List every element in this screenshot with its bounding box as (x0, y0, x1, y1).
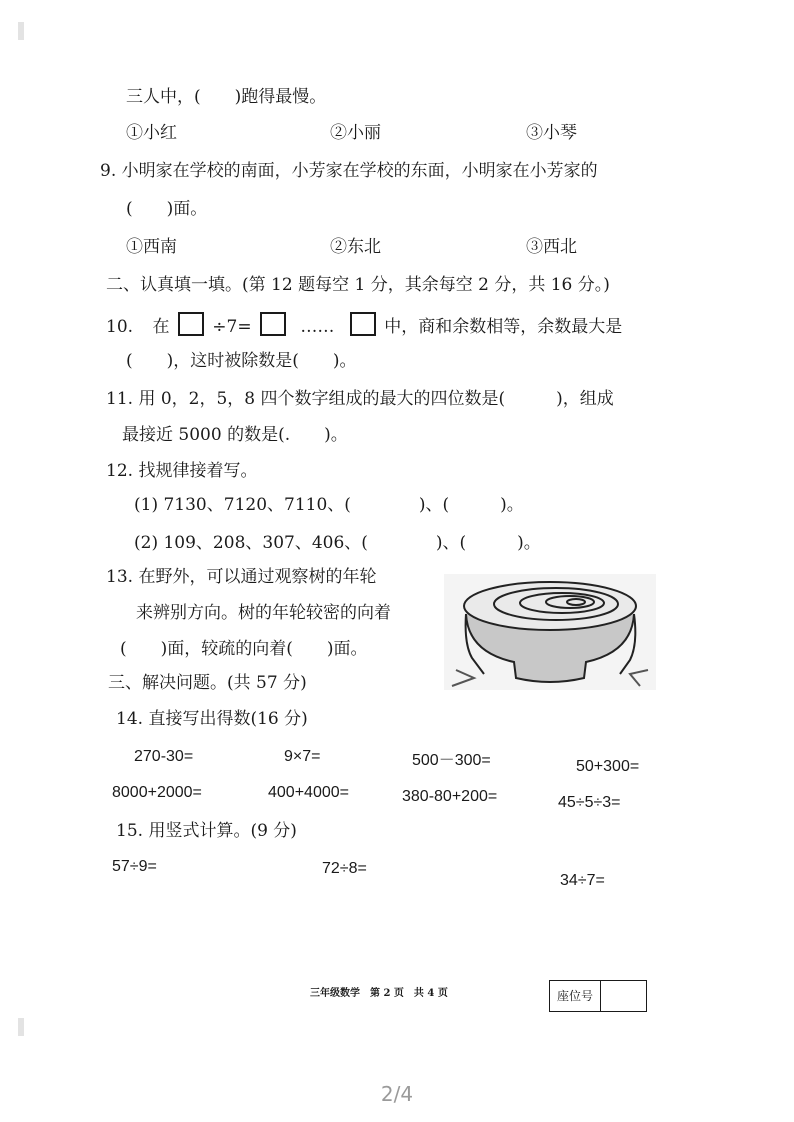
q12-title: 12. 找规律接着写。 (106, 461, 258, 481)
q9-option-2: ②东北 (330, 237, 381, 257)
q8-option-3: ③小琴 (526, 123, 577, 143)
q10-ellipsis: …… (300, 317, 335, 337)
q10-number: 10. (106, 317, 134, 337)
calc-item: 270-30= (134, 748, 194, 765)
q9-option-3: ③西北 (526, 237, 577, 257)
scan-mark-top (18, 22, 24, 40)
q9-option-1: ①西南 (126, 237, 177, 257)
q8-option-1: ①小红 (126, 123, 177, 143)
seat-number-label: 座位号 (550, 981, 601, 1011)
calc-item: 380-80+200= (402, 788, 498, 805)
quotient-box (260, 312, 286, 336)
q14-title: 14. 直接写出得数(16 分) (116, 709, 308, 729)
vertical-calc-item: 34÷7= (560, 872, 605, 889)
remainder-box (350, 312, 376, 336)
calc-item: 45÷5÷3= (558, 794, 621, 811)
section3-heading: 三、解决问题。(共 57 分) (108, 673, 307, 693)
calc-item: 50+300= (576, 758, 640, 775)
q10-line2: ( )，这时被除数是( )。 (126, 351, 357, 371)
calc-item: 400+4000= (268, 784, 349, 801)
section2-heading: 二、认真填一填。(第 12 题每空 1 分，其余每空 2 分，共 16 分。) (106, 275, 610, 295)
q13-line2: 来辨别方向。树的年轮较密的向着 (136, 603, 391, 623)
q10-rest: 中，商和余数相等，余数最大是 (384, 317, 623, 337)
page-indicator: 2/4 (380, 1082, 414, 1106)
calc-item: 9×7= (284, 748, 321, 765)
q13-line3: ( )面，较疏的向着( )面。 (120, 639, 368, 659)
tree-stump-image (444, 574, 656, 690)
page-footer: 三年级数学 第 2 页 共 4 页 (310, 988, 448, 999)
q11-line1: 11. 用 0，2，5，8 四个数字组成的最大的四位数是( )，组成 (106, 389, 614, 409)
scan-mark-bottom (18, 1018, 24, 1036)
q12-part1: (1) 7130、7120、7110、( )、( )。 (134, 495, 524, 515)
q10-line1 (106, 312, 622, 338)
q10-div-sign: ÷7= (212, 317, 252, 337)
seat-number-box (549, 980, 647, 1012)
vertical-calc-item: 72÷8= (322, 860, 367, 877)
vertical-calc-item: 57÷9= (112, 858, 157, 875)
q13-line1: 13. 在野外，可以通过观察树的年轮 (106, 567, 377, 587)
q15-title: 15. 用竖式计算。(9 分) (116, 821, 297, 841)
q9-line2: ( )面。 (126, 199, 208, 219)
q11-line2: 最接近 5000 的数是(. )。 (122, 425, 348, 445)
q10-word-in: 在 (152, 317, 170, 337)
q9-line1: 9. 小明家在学校的南面，小芳家在学校的东面，小明家在小芳家的 (100, 161, 598, 181)
q12-part2: (2) 109、208、307、406、( )、( )。 (134, 533, 541, 553)
calc-item: 8000+2000= (112, 784, 202, 801)
q8-option-2: ②小丽 (330, 123, 381, 143)
calc-item: 500－300= (412, 752, 491, 769)
dividend-box (178, 312, 204, 336)
q8-tail-text: 三人中，( )跑得最慢。 (126, 87, 327, 107)
